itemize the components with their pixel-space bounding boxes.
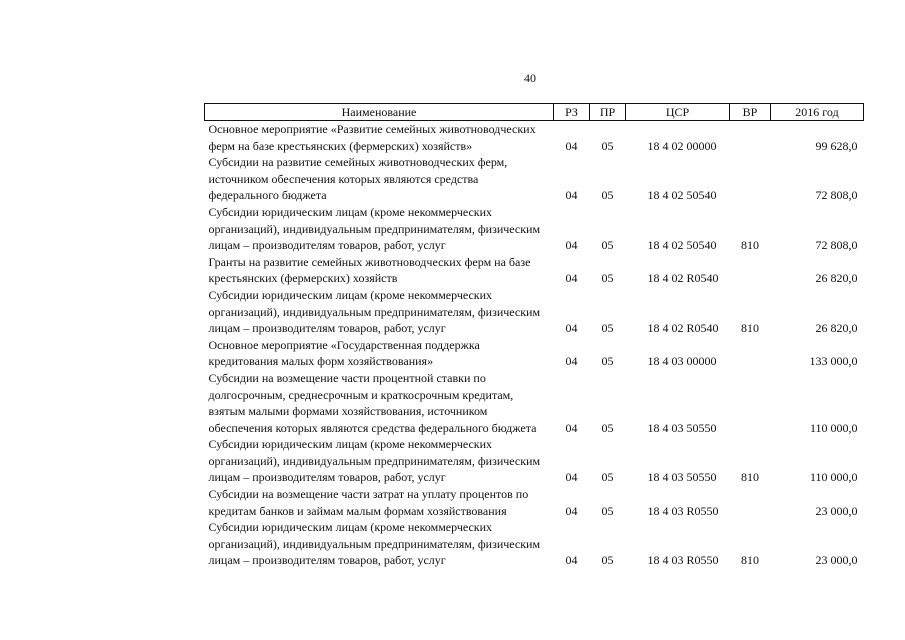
row-name: Субсидии юридическим лицам (кроме некоммерческих организаций), индивидуальным предпринимателям, физическим лицам – производителям товаров, работ, услуг <box>208 204 541 253</box>
header-rz: РЗ <box>554 104 590 121</box>
row-csr: 18 4 02 50540 <box>647 238 717 253</box>
table-row <box>205 121 864 155</box>
row-rz: 04 <box>565 321 578 336</box>
row-pr: 05 <box>601 271 614 286</box>
row-rz: 04 <box>565 188 578 203</box>
row-csr: 18 4 02 50540 <box>647 188 717 203</box>
row-name: Субсидии на возмещение части затрат на уплату процентов по кредитам банков и займам малым формам хозяйствования <box>208 487 529 518</box>
header-year: 2016 год <box>771 104 864 121</box>
header-row <box>205 104 864 121</box>
row-name: Основное мероприятие «Развитие семейных животноводческих ферм на базе крестьянских (фермерских) хозяйств» <box>208 122 536 153</box>
row-csr: 18 4 03 50550 <box>647 470 717 485</box>
row-amount: 26 820,0 <box>815 321 858 336</box>
row-vr <box>730 254 771 287</box>
row-pr: 05 <box>601 238 614 253</box>
row-csr: 18 4 03 R0550 <box>647 503 719 518</box>
table-header <box>205 104 864 121</box>
row-vr <box>730 370 771 436</box>
row-pr: 05 <box>601 470 614 485</box>
row-vr <box>730 154 771 204</box>
row-vr <box>730 337 771 370</box>
row-pr: 05 <box>601 503 614 518</box>
row-name: Субсидии на возмещение части процентной ставки по долгосрочным, среднесрочным и краткосрочным кредитам, взятым малыми формами хозяйствования, источником обеспечения которых являются средства федерального бюджета <box>208 370 537 435</box>
row-amount: 23 000,0 <box>815 553 858 568</box>
row-name: Субсидии на развитие семейных животноводческих ферм, источником обеспечения которых являются средства федерального бюджета <box>208 155 508 203</box>
row-name: Субсидии юридическим лицам (кроме некоммерческих организаций), индивидуальным предпринимателям, физическим лицам – производителям товаров, работ, услуг <box>208 520 541 568</box>
row-amount: 72 808,0 <box>815 238 858 253</box>
row-pr: 05 <box>601 321 614 336</box>
row-pr: 05 <box>601 354 614 369</box>
row-csr: 18 4 03 00000 <box>647 354 717 369</box>
row-pr: 05 <box>601 188 614 203</box>
row-rz: 04 <box>565 138 578 153</box>
row-rz: 04 <box>565 503 578 518</box>
row-pr: 05 <box>601 553 614 568</box>
row-rz: 04 <box>565 470 578 485</box>
row-name: Субсидии юридическим лицам (кроме некоммерческих организаций), индивидуальным предпринимателям, физическим лицам – производителям товаров, работ, услуг <box>208 287 541 336</box>
table-row <box>205 486 864 519</box>
row-rz: 04 <box>565 553 578 568</box>
header-vr: ВР <box>730 104 771 121</box>
row-rz: 04 <box>565 271 578 286</box>
table-row <box>205 254 864 287</box>
row-vr: 810 <box>741 238 759 253</box>
page-number: 40 <box>524 71 536 85</box>
row-rz: 04 <box>565 354 578 369</box>
header-pr: ПР <box>590 104 626 121</box>
budget-table <box>204 103 864 569</box>
row-csr: 18 4 02 R0540 <box>647 271 719 286</box>
row-amount: 26 820,0 <box>815 271 858 286</box>
row-amount: 110 000,0 <box>809 470 858 485</box>
row-rz: 04 <box>565 238 578 253</box>
row-vr <box>730 121 771 155</box>
row-vr <box>730 486 771 519</box>
table-row <box>205 519 864 569</box>
table-row <box>205 204 864 254</box>
row-pr: 05 <box>601 420 614 435</box>
table-row <box>205 436 864 486</box>
row-vr: 810 <box>741 553 759 568</box>
table-row <box>205 287 864 337</box>
row-csr: 18 4 02 00000 <box>647 138 717 153</box>
row-amount: 72 808,0 <box>815 188 858 203</box>
row-name: Основное мероприятие «Государственная поддержка кредитования малых форм хозяйствования» <box>208 337 480 369</box>
table-row <box>205 337 864 370</box>
row-csr: 18 4 03 R0550 <box>647 553 719 568</box>
row-name: Субсидии юридическим лицам (кроме некоммерческих организаций), индивидуальным предпринимателям, физическим лицам – производителям товаров, работ, услуг <box>208 437 541 485</box>
row-amount: 99 628,0 <box>815 138 858 153</box>
row-amount: 23 000,0 <box>815 503 858 518</box>
row-name: Гранты на развитие семейных животноводческих ферм на базе крестьянских (фермерских) хозяйств <box>208 254 531 286</box>
table-body <box>205 121 864 570</box>
row-pr: 05 <box>601 138 614 153</box>
table-row <box>205 154 864 204</box>
row-vr: 810 <box>741 321 759 336</box>
header-name: Наименование <box>205 104 554 121</box>
row-amount: 110 000,0 <box>809 420 858 435</box>
row-amount: 133 000,0 <box>809 354 858 369</box>
row-vr: 810 <box>741 470 759 485</box>
row-csr: 18 4 03 50550 <box>647 420 717 435</box>
header-csr: ЦСР <box>626 104 730 121</box>
row-csr: 18 4 02 R0540 <box>647 321 719 336</box>
table-row <box>205 370 864 436</box>
row-rz: 04 <box>565 420 578 435</box>
